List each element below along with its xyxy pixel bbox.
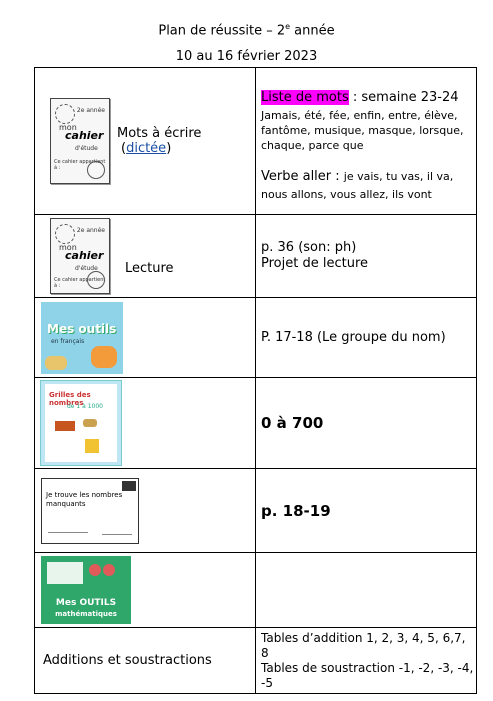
nombres-manquants-image: Je trouve les nombres manquants [41,478,139,544]
table-cell [35,469,256,553]
word-list: Jamais, été, fée, enfin, entre, élève, fantôme, musique, masque, lorsque, chaque, parce que [261,109,464,152]
table-cell [256,628,477,694]
table-cell [256,68,477,215]
date-range: 10 au 16 février 2023 [175,49,318,64]
table-cell [35,628,256,694]
mes-outils-francais-image: Mes outils en français [41,302,123,374]
table-cell [35,553,256,628]
row-label: Mots à écrire [117,126,202,141]
dictee-link[interactable]: dictée [126,141,167,156]
reading-page: p. 36 (son: ph) [261,240,357,255]
table-cell [35,215,256,298]
grilles-nombres-image: Grilles des nombres de 1 à 1000 [40,380,122,466]
number-range: 0 à 700 [261,414,324,432]
verb-label: Verbe aller : [261,169,344,184]
table-row [35,628,477,694]
table-row [35,68,477,215]
plan-table [34,67,477,694]
table-cell [256,215,477,298]
verb-conjugation: je vais, tu vas, il va, nous allons, vous allez, ils vont [261,170,454,201]
workbook-cover-image: 2e année mon cahier d'étude Ce cahier appartient à : [50,98,110,184]
row-label: Lecture [125,260,174,276]
table-row [35,378,477,469]
table-row [35,469,477,553]
word-list-label: Liste de mots [261,90,349,105]
table-cell [35,378,256,469]
week-label: : semaine 23-24 [348,90,459,105]
addition-tables: Tables d’addition 1, 2, 3, 4, 5, 6,7, 8 [261,630,466,660]
page-title: Plan de réussite – 2e année [158,22,335,39]
subtraction-tables: Tables de soustraction -1, -2, -3, -4, -5 [261,660,474,690]
table-cell: 2e année mon cahier d'étude Ce cahier appartient à : Mots à écrire (dictée) [35,68,256,215]
table-cell [256,298,477,378]
table-cell [256,378,477,469]
math-pages: p. 18-19 [261,501,331,520]
reading-project: Projet de lecture [261,256,368,271]
table-cell [256,553,477,628]
mes-outils-maths-image: Mes OUTILS mathématiques [41,556,131,624]
table-row [35,215,477,298]
row-label: Additions et soustractions [43,653,212,668]
table-cell [35,298,256,378]
table-row [35,298,477,378]
workbook-cover-image: 2e année mon cahier d'étude Ce cahier appartient à : [50,218,110,294]
table-cell [256,469,477,553]
grammar-pages: P. 17-18 (Le groupe du nom) [261,329,446,345]
table-row [35,553,477,628]
